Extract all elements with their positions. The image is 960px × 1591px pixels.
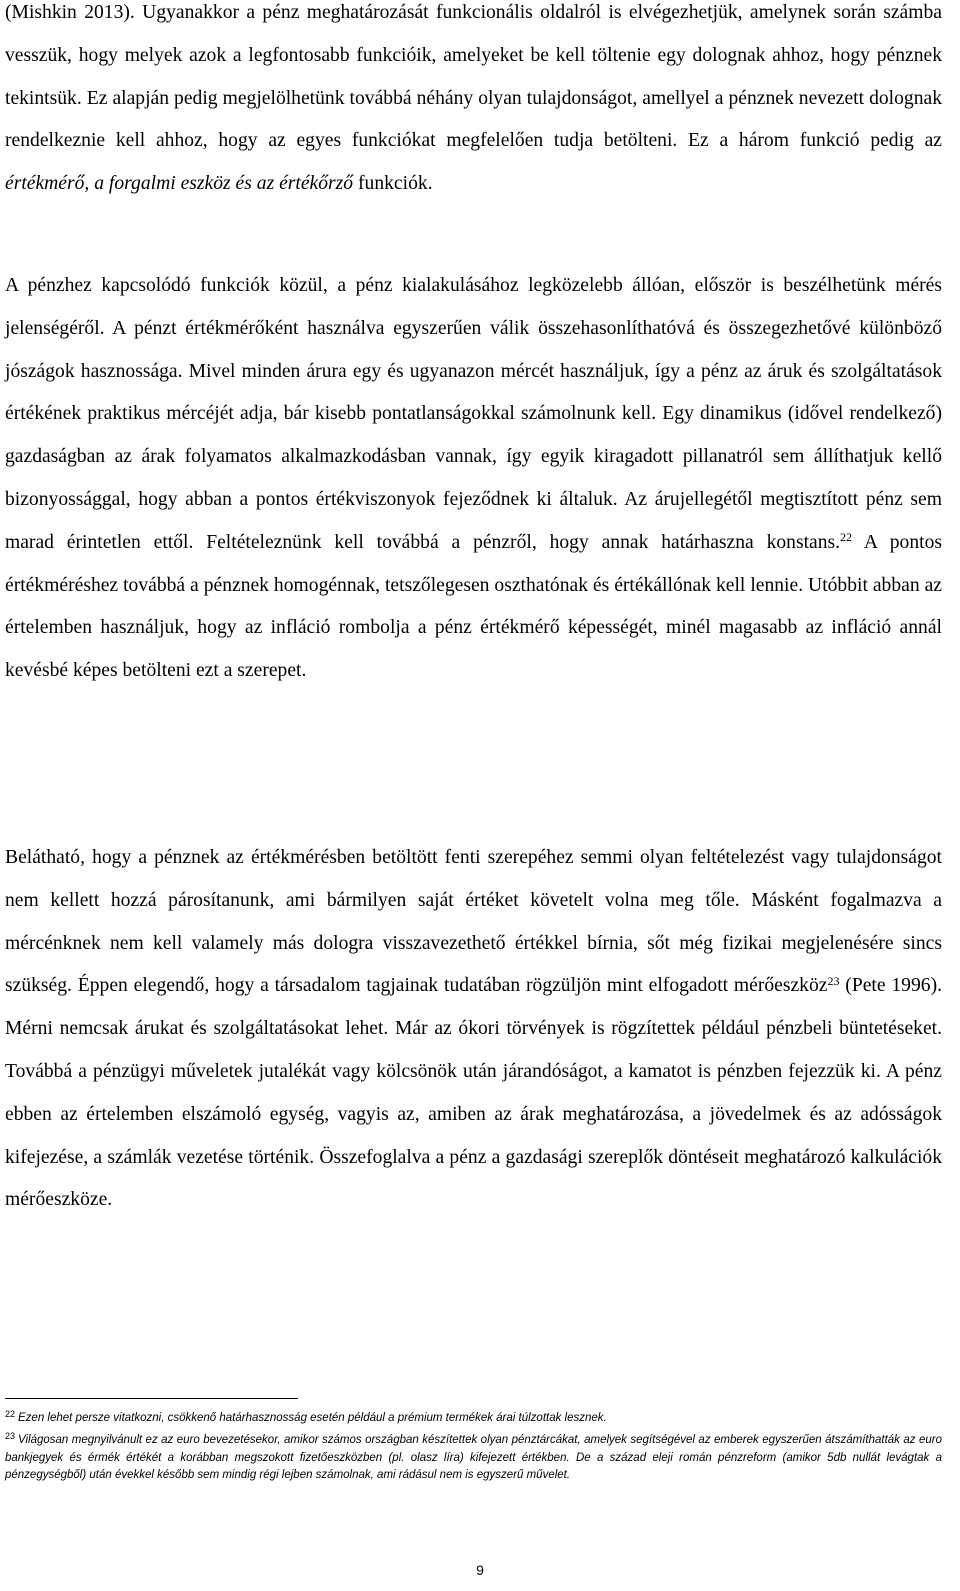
paragraph-3 bbox=[5, 837, 942, 1222]
footnote-reference: 23 bbox=[827, 973, 840, 988]
paragraph-text: funkciók. bbox=[353, 173, 433, 195]
paragraph-text: A pénzhez kapcsolódó funkciók közül, a pénz kialakulásához legközelebb állóan, először is beszélhetünk mérés jelenségéről. A pénzt értékmérőként használva egyszerűen válik összehasonlíthatóvá és összegezhetővé különböző jószágok hasznossága. Mivel minden árura egy és ugyanazon mércét használjuk, így a pénz az áruk és szolgáltatások értékének praktikus mércéjét adja, bár kisebb pontatlanságokkal számolnunk kell. Egy dinamikus (idővel rendelkező) gazdaságban az árak folyamatos alkalmazkodásban vannak, így egyik kiragadott pillanatról sem állíthatjuk kellő bizonyossággal, hogy abban a pontos értékviszonyok fejeződnek ki általuk. Az árujellegétől megtisztított pénz sem marad érintetlen ettől. Feltételeznünk kell továbbá a pénzről, hogy annak határhaszna konstans. bbox=[5, 275, 942, 553]
paragraph-text: (Pete 1996). Mérni nemcsak árukat és szolgáltatásokat lehet. Már az ókori törvények is rögzítettek például pénzbeli büntetéseket. Továbbá a pénzügyi műveletek jutalékát vagy kölcsönök után járandóságot, a kamatot is pénzben fejezzük ki. A pénz ebben az értelemben elszámoló egység, vagyis az, amiben az árak meghatározása, a jövedelmek és az adósságok kifejezése, a számlák vezetése történik. Összefoglalva a pénz a gazdasági szereplők döntéseit meghatározó kalkulációk mérőeszköze. bbox=[5, 975, 942, 1211]
footnote-number: 23 bbox=[5, 1430, 16, 1441]
paragraph-text: (Mishkin 2013). Ugyanakkor a pénz meghatározását funkcionális oldalról is elvégezhetjük, amelynek során számba vesszük, hogy melyek azok a legfontosabb funkcióik, amelyeket be kell töltenie egy dolognak ahhoz, hogy pénznek tekintsük. Ez alapján pedig megjelölhetünk továbbá néhány olyan tulajdonságot, amellyel a pénznek nevezett dolognak rendelkeznie kell ahhoz, hogy az egyes funkciókat megfelelően tudja betölteni. Ez a három funkció pedig az bbox=[5, 2, 942, 152]
emphasis-text: értékmérő, a forgalmi eszköz és az értékőrző bbox=[5, 173, 354, 195]
footnote-reference: 22 bbox=[840, 530, 853, 545]
footnote-text: Világosan megnyilvánult ez az euro bevezetésekor, amikor számos országban készítettek olyan pénztárcákat, amelyek segítségével az emberek egyszerűen átszámíthatták az euro bankjegyek és érmék értékét a korábban megszokott fizetőeszközben (pl. olasz líra) kifejezett értékben. De a század eleji román pénzreform (amikor 5db nullát levágtak a pénzegységből) után évekkel később sem mindig régi lejben számolnak, ami rádásul nem is egyszerű művelet. bbox=[5, 1434, 942, 1482]
page-number: 9 bbox=[476, 1562, 484, 1578]
footnote-separator bbox=[5, 1398, 298, 1399]
footnote-23 bbox=[5, 1432, 942, 1485]
paragraph-2 bbox=[5, 265, 942, 693]
paragraph-text: Belátható, hogy a pénznek az értékmérésben betöltött fenti szerepéhez semmi olyan feltételezést vagy tulajdonságot nem kellett hozzá párosítanunk, ami bármilyen saját értéket követelt volna meg tőle. Másként fogalmazva a mércénknek nem kell valamely más dologra visszavezethető értékkel bírnia, sőt még fizikai megjelenésére sincs szükség. Éppen elegendő, hogy a társadalom tagjainak tudatában rögzüljön mint elfogadott mérőeszköz bbox=[5, 847, 942, 997]
footnote-text: Ezen lehet persze vitatkozni, csökkenő határhasznosság esetén például a prémium termékek árai túlzottak lesznek. bbox=[18, 1412, 607, 1424]
footnote-22 bbox=[5, 1410, 942, 1428]
paragraph-text: A pontos értékméréshez továbbá a pénznek homogénnak, tetszőlegesen oszthatónak és értékállónak kell lennie. Utóbbit abban az értelemben használjuk, hogy az infláció rombolja a pénz értékmérő képességét, minél magasabb az infláció annál kevésbé képes betölteni ezt a szerepet. bbox=[5, 531, 942, 682]
footnote-number: 22 bbox=[5, 1408, 16, 1419]
paragraph-1 bbox=[5, 0, 942, 206]
